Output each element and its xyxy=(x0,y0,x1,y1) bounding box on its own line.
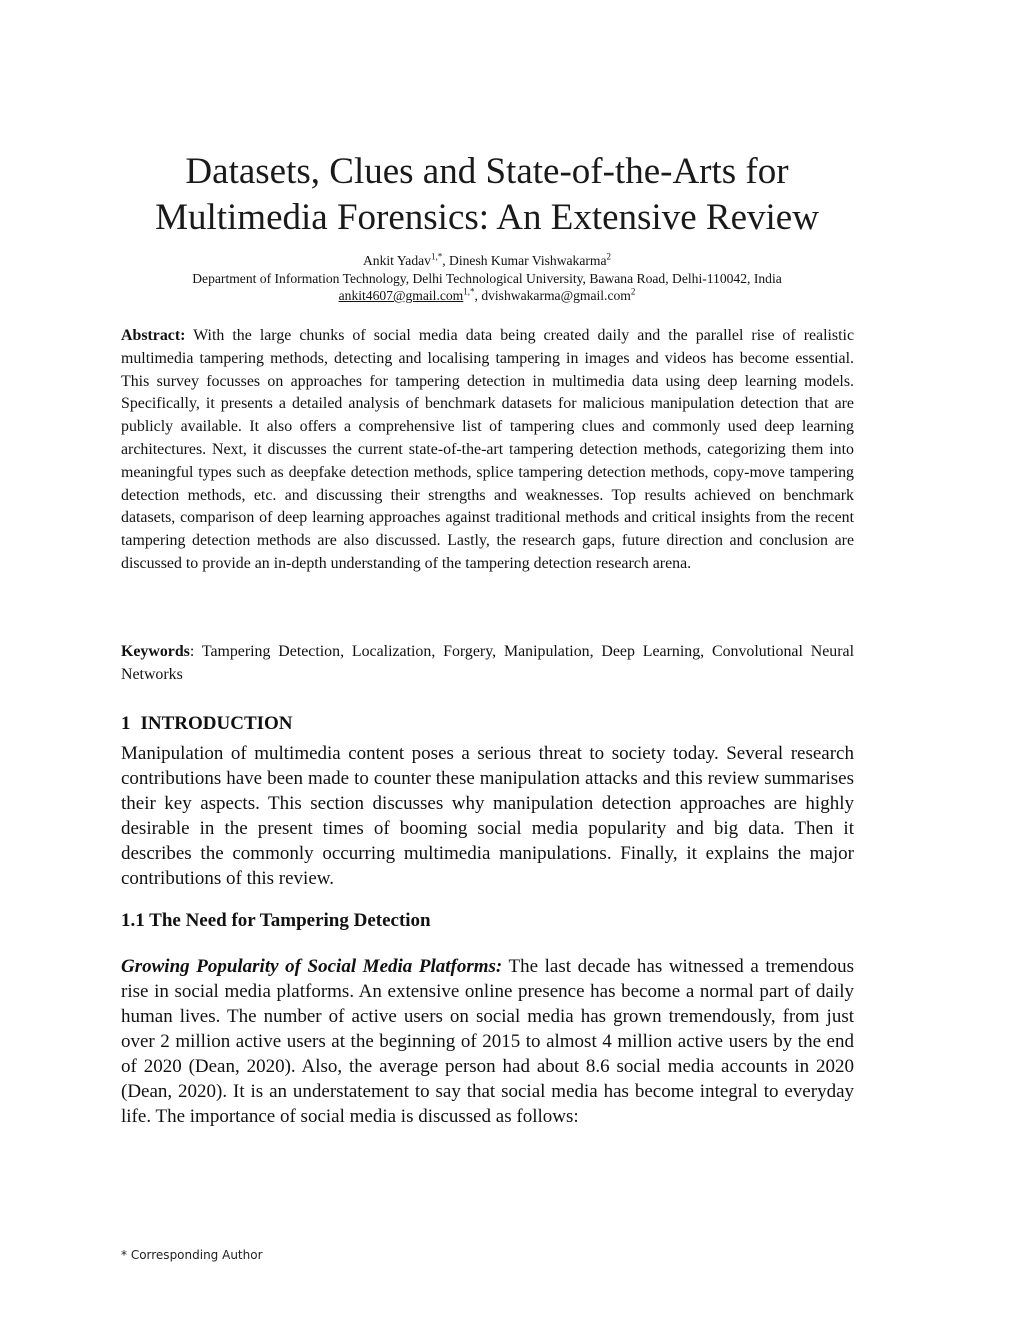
author-names xyxy=(100,252,874,270)
social-media-paragraph xyxy=(121,954,854,1129)
author-2: Dinesh Kumar Vishwakarma xyxy=(449,253,607,268)
author-2-affiliation-mark: 2 xyxy=(606,251,612,262)
title-line-2: Multimedia Forensics: An Extensive Review xyxy=(155,197,819,238)
introduction-paragraph: Manipulation of multimedia content poses a serious threat to society today. Several research contributions have been made to counter these manipulation attacks and this review summarises their key aspects. This section discusses why manipulation detection approaches are highly desirable in the present times of booming social media popularity and big data. Then it describes the commonly occurring multimedia manipulations. Finally, it explains the major contributions of this review. xyxy=(121,743,854,889)
author-block xyxy=(100,252,874,305)
affiliation: Department of Information Technology, Delhi Technological University, Bawana Road, Delhi-110042, India xyxy=(192,270,782,286)
keywords-text: : Tampering Detection, Localization, Forgery, Manipulation, Deep Learning, Convolutional Neural Networks xyxy=(121,643,854,683)
abstract-label: Abstract: xyxy=(121,327,186,344)
section-1-title: INTRODUCTION xyxy=(140,713,293,734)
title-line-1: Datasets, Clues and State-of-the-Arts for xyxy=(185,151,789,192)
section-1-1-heading: 1.1 The Need for Tampering Detection xyxy=(121,910,431,931)
paper-title xyxy=(100,149,874,241)
paragraph-text: The last decade has witnessed a tremendous rise in social media platforms. An extensive online presence has become a normal part of daily human lives. The number of active users on social media has grown tremendously, from just over 2 million active users at the beginning of 2015 to almost 4 million active users by the end of 2020 (Dean, 2020). Also, the average person had about 8.6 social media accounts in 2020 (Dean, 2020). It is an understatement to say that social media has become integral to everyday life. The importance of social media is discussed as follows: xyxy=(121,956,854,1127)
paragraph-lead: Growing Popularity of Social Media Platforms: xyxy=(121,956,503,977)
section-1-number: 1 xyxy=(121,713,131,734)
author-separator: , xyxy=(442,253,450,268)
abstract-paragraph xyxy=(121,325,854,576)
keywords-label: Keywords xyxy=(121,643,190,660)
author-emails xyxy=(100,287,874,305)
email-2: dvishwakarma@gmail.com xyxy=(481,288,631,303)
author-1: Ankit Yadav xyxy=(362,253,431,268)
footnote-corresponding-author: * Corresponding Author xyxy=(121,1248,263,1262)
email-2-mark: 2 xyxy=(630,286,636,297)
email-1-link[interactable]: ankit4607@gmail.com xyxy=(338,288,464,303)
abstract-text: With the large chunks of social media data being created daily and the parallel rise of realistic multimedia tampering methods, detecting and localising tampering in images and videos has become essential. This survey focusses on approaches for tampering detection in multimedia data using deep learning models. Specifically, it presents a detailed analysis of benchmark datasets for malicious manipulation detection that are publicly available. It also offers a comprehensive list of tampering clues and commonly used deep learning architectures. Next, it discusses the current state-of-the-art tampering detection methods, categorizing them into meaningful types such as deepfake detection methods, splice tampering detection methods, copy-move tampering detection methods, etc. and discussing their strengths and weaknesses. Top results achieved on benchmark datasets, comparison of deep learning approaches against traditional methods and critical insights from the recent tampering detection methods are also discussed. Lastly, the research gaps, future direction and conclusion are discussed to provide an in-depth understanding of the tampering detection research arena. xyxy=(121,327,854,572)
email-1-mark: 1,* xyxy=(463,286,475,297)
email-separator: , xyxy=(474,288,482,303)
keywords-paragraph xyxy=(121,641,854,687)
section-1-heading xyxy=(121,713,293,735)
author-1-affiliation-mark: 1,* xyxy=(430,251,443,262)
